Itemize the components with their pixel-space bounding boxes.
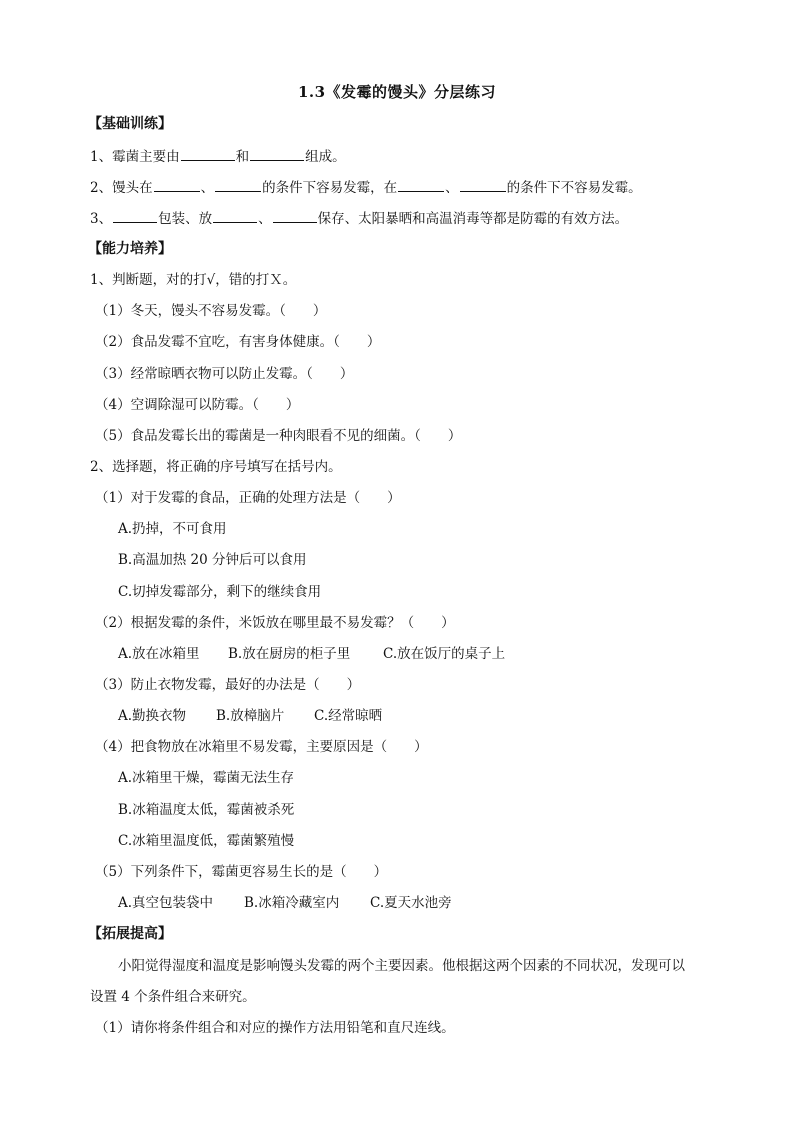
- basic-q2-text-d: 、: [445, 180, 459, 196]
- choice-q3-option-b: B.放樟脑片: [216, 708, 285, 724]
- fill-blank[interactable]: [215, 177, 261, 192]
- judge-item-5: （5）食品发霉长出的霉菌是一种肉眼看不见的细菌。（ ）: [95, 428, 462, 444]
- choice-q3: （3）防止衣物发霉，最好的办法是（ ）: [95, 677, 361, 693]
- choice-q5-options: [118, 893, 452, 913]
- choice-q2-option-c: C.放在饭厅的桌子上: [383, 646, 506, 662]
- judge-header: 1、判断题，对的打√，错的打Ｘ。: [90, 272, 297, 288]
- basic-q3-text-c: 、: [258, 211, 272, 227]
- choice-q5-option-b: B.冰箱冷藏室内: [244, 895, 340, 911]
- judge-item-3: （3）经常晾晒衣物可以防止发霉。（ ）: [95, 366, 354, 382]
- basic-q2: [90, 177, 642, 198]
- choice-q2-options: [118, 644, 505, 664]
- fill-blank[interactable]: [154, 177, 200, 192]
- choice-q3-option-c: C.经常晾晒: [314, 708, 383, 724]
- choice-header: 2、选择题，将正确的序号填写在括号内。: [90, 459, 342, 475]
- choice-q3-options: [118, 706, 382, 726]
- section-ability-heading: 【能力培养】: [88, 241, 172, 257]
- extend-paragraph-line-2: 设置 4 个条件组合来研究。: [90, 989, 256, 1005]
- choice-q2: （2）根据发霉的条件，米饭放在哪里最不易发霉？（ ）: [95, 615, 455, 631]
- fill-blank[interactable]: [250, 146, 304, 161]
- judge-item-2: （2）食品发霉不宜吃，有害身体健康。（ ）: [95, 334, 381, 350]
- choice-q2-option-b: B.放在厨房的柜子里: [228, 646, 351, 662]
- choice-q1-option-a: A.扔掉，不可食用: [118, 521, 227, 537]
- choice-q1-option-b: B.高温加热 20 分钟后可以食用: [118, 552, 307, 568]
- fill-blank[interactable]: [181, 146, 235, 161]
- basic-q1-text-a: 1、霉菌主要由: [90, 149, 180, 165]
- fill-blank[interactable]: [213, 208, 257, 223]
- basic-q3-text-d: 保存、太阳暴晒和高温消毒等都是防霉的有效方法。: [317, 211, 629, 227]
- fill-blank[interactable]: [460, 177, 506, 192]
- choice-q4: （4）把食物放在冰箱里不易发霉，主要原因是（ ）: [95, 739, 428, 755]
- section-extend-heading: 【拓展提高】: [88, 926, 172, 942]
- judge-item-4: （4）空调除湿可以防霉。（ ）: [95, 397, 300, 413]
- extend-q1: （1）请你将条件组合和对应的操作方法用铅笔和直尺连线。: [95, 1020, 455, 1036]
- judge-item-1: （1）冬天，馒头不容易发霉。（ ）: [95, 303, 327, 319]
- fill-blank[interactable]: [113, 208, 157, 223]
- choice-q1: （1）对于发霉的食品，正确的处理方法是（ ）: [95, 490, 401, 506]
- choice-q3-option-a: A.勤换衣物: [118, 708, 187, 724]
- choice-q5-option-a: A.真空包装袋中: [118, 895, 214, 911]
- choice-q4-option-b: B.冰箱温度太低，霉菌被杀死: [118, 802, 295, 818]
- basic-q2-text-b: 、: [200, 180, 215, 196]
- choice-q4-option-a: A.冰箱里干燥，霉菌无法生存: [118, 770, 295, 786]
- fill-blank[interactable]: [398, 177, 444, 192]
- choice-q4-option-c: C.冰箱里温度低，霉菌繁殖慢: [118, 833, 295, 849]
- choice-q5: （5）下列条件下，霉菌更容易生长的是（ ）: [95, 864, 388, 880]
- choice-q1-option-c: C.切掉发霉部分，剩下的继续食用: [118, 584, 322, 600]
- section-basic-heading: 【基础训练】: [88, 116, 172, 132]
- basic-q3-text-b: 包装、放: [158, 211, 213, 227]
- basic-q1: [90, 146, 346, 167]
- basic-q2-text-a: 2、馒头在: [90, 180, 153, 196]
- extend-paragraph-line-1: 小阳觉得湿度和温度是影响馒头发霉的两个主要因素。他根据这两个因素的不同状况，发现可以: [118, 958, 685, 974]
- choice-q5-option-c: C.夏天水池旁: [370, 895, 452, 911]
- basic-q2-text-c: 的条件下容易发霉，在: [262, 180, 398, 196]
- basic-q1-text-b: 和: [235, 149, 250, 165]
- basic-q3: [90, 208, 628, 229]
- basic-q2-text-e: 的条件下不容易发霉。: [506, 180, 642, 196]
- fill-blank[interactable]: [273, 208, 317, 223]
- basic-q3-text-a: 3、: [90, 211, 113, 227]
- basic-q1-text-c: 组成。: [305, 149, 346, 165]
- page-title: 1.3《发霉的馒头》分层练习: [297, 83, 497, 101]
- choice-q2-option-a: A.放在冰箱里: [118, 646, 200, 662]
